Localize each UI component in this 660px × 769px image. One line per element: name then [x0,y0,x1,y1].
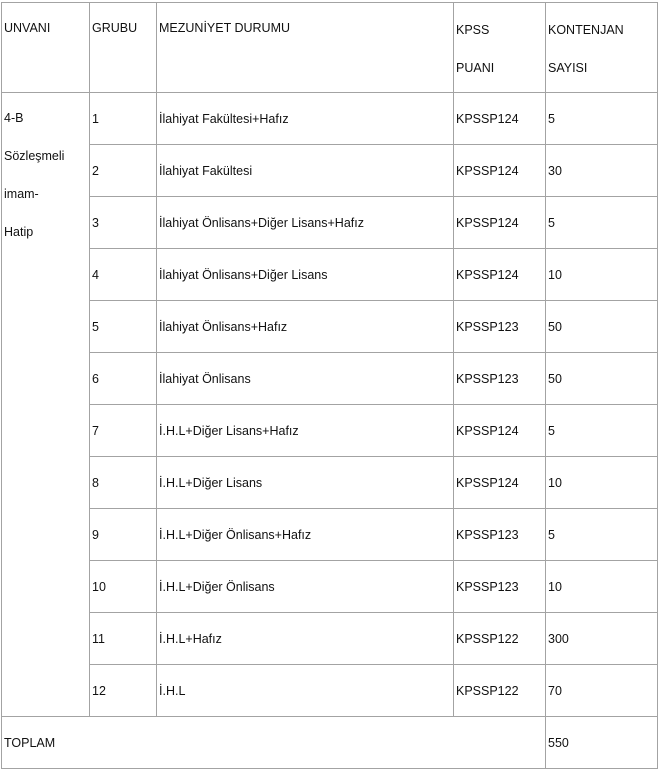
total-label: TOPLAM [2,717,546,769]
header-kpss-line2: PUANI [456,61,495,75]
unvan-line: Sözleşmeli [4,149,65,163]
header-kpss-line1: KPSS [456,23,490,37]
unvan-line: imam- [4,187,39,201]
mezuniyet-cell: İ.H.L+Hafız [157,613,454,665]
grubu-cell: 5 [90,301,157,353]
mezuniyet-cell: İ.H.L+Diğer Önlisans [157,561,454,613]
kontenjan-cell: 5 [546,405,658,457]
kpss-cell: KPSSP124 [454,197,546,249]
unvan-line: Hatip [4,225,34,239]
kontenjan-cell: 5 [546,93,658,145]
header-kontenjan-line2: SAYISI [548,61,588,75]
mezuniyet-cell: İlahiyat Önlisans+Hafız [157,301,454,353]
header-kpss-puani [454,3,546,93]
table-row [2,457,658,509]
grubu-cell: 10 [90,561,157,613]
kontenjan-cell: 5 [546,197,658,249]
mezuniyet-cell: İ.H.L+Diğer Lisans [157,457,454,509]
grubu-cell: 8 [90,457,157,509]
table-row [2,145,658,197]
kontenjan-table [1,2,658,769]
kontenjan-cell: 50 [546,353,658,405]
kontenjan-cell: 70 [546,665,658,717]
header-kontenjan-line1: KONTENJAN [548,23,624,37]
mezuniyet-cell: İ.H.L+Diğer Lisans+Hafız [157,405,454,457]
header-mezuniyet: MEZUNİYET DURUMU [157,3,454,93]
grubu-cell: 9 [90,509,157,561]
mezuniyet-cell: İlahiyat Önlisans [157,353,454,405]
kontenjan-cell: 5 [546,509,658,561]
header-row [2,3,658,93]
header-unvan: UNVANI [2,3,90,93]
total-value: 550 [546,717,658,769]
unvan-line: 4-B [4,111,24,125]
mezuniyet-cell: İ.H.L+Diğer Önlisans+Hafız [157,509,454,561]
kpss-cell: KPSSP124 [454,457,546,509]
table-row [2,197,658,249]
mezuniyet-cell: İlahiyat Fakültesi [157,145,454,197]
kpss-cell: KPSSP123 [454,509,546,561]
kpss-cell: KPSSP124 [454,249,546,301]
unvan-cell [2,93,90,717]
kpss-cell: KPSSP124 [454,405,546,457]
grubu-cell: 4 [90,249,157,301]
grubu-cell: 7 [90,405,157,457]
grubu-cell: 3 [90,197,157,249]
grubu-cell: 12 [90,665,157,717]
mezuniyet-cell: İlahiyat Önlisans+Diğer Lisans [157,249,454,301]
grubu-cell: 1 [90,93,157,145]
kpss-cell: KPSSP124 [454,145,546,197]
table-row [2,353,658,405]
kpss-cell: KPSSP123 [454,561,546,613]
table-row [2,665,658,717]
table-row [2,249,658,301]
header-kontenjan-sayisi [546,3,658,93]
kpss-cell: KPSSP123 [454,353,546,405]
kpss-cell: KPSSP124 [454,93,546,145]
table-row [2,561,658,613]
kpss-cell: KPSSP122 [454,665,546,717]
kpss-cell: KPSSP122 [454,613,546,665]
kontenjan-cell: 10 [546,457,658,509]
grubu-cell: 2 [90,145,157,197]
table-row [2,93,658,145]
kpss-cell: KPSSP123 [454,301,546,353]
kontenjan-cell: 50 [546,301,658,353]
mezuniyet-cell: İlahiyat Önlisans+Diğer Lisans+Hafız [157,197,454,249]
table-row [2,509,658,561]
mezuniyet-cell: İ.H.L [157,665,454,717]
kontenjan-cell: 300 [546,613,658,665]
header-grubu: GRUBU [90,3,157,93]
kontenjan-cell: 30 [546,145,658,197]
mezuniyet-cell: İlahiyat Fakültesi+Hafız [157,93,454,145]
kontenjan-cell: 10 [546,249,658,301]
table-row [2,613,658,665]
kontenjan-cell: 10 [546,561,658,613]
total-row [2,717,658,769]
grubu-cell: 6 [90,353,157,405]
table-row [2,301,658,353]
table-row [2,405,658,457]
grubu-cell: 11 [90,613,157,665]
